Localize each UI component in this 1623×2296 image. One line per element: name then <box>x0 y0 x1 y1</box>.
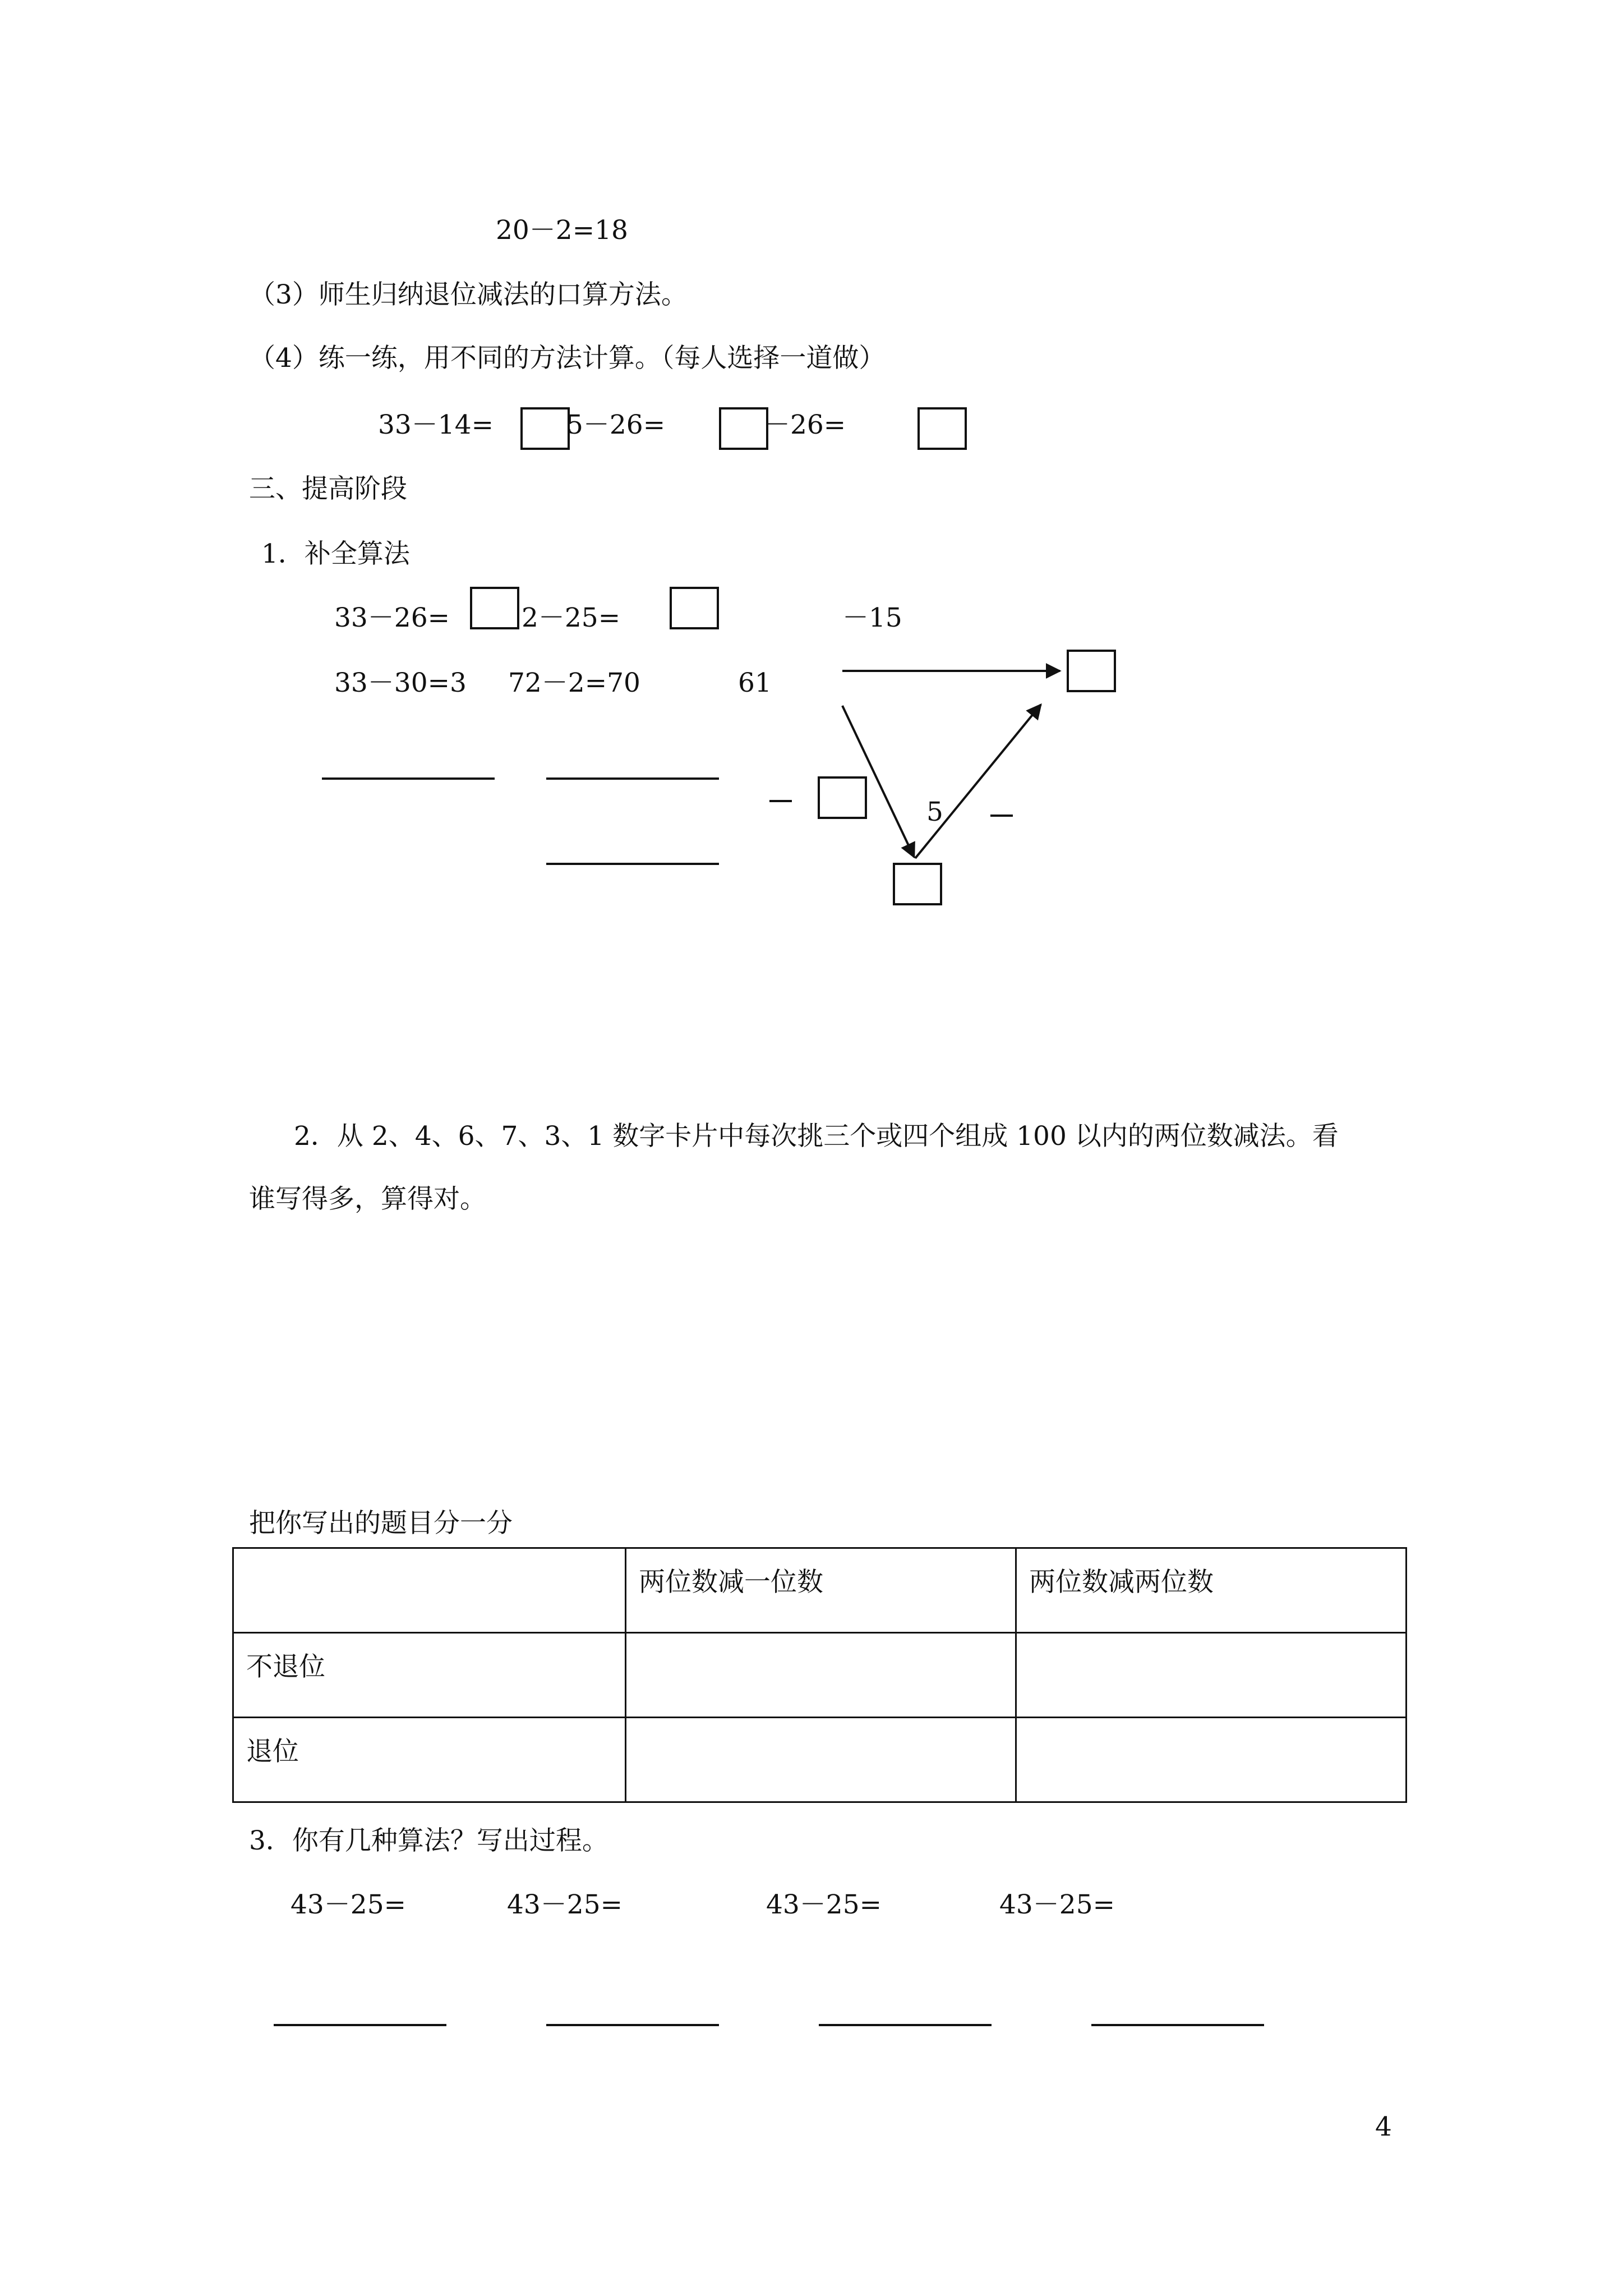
table-cell[interactable] <box>626 1718 1016 1802</box>
q1-known-2: 72－2=70 <box>508 668 640 698</box>
top-equation: 20－2=18 <box>496 215 628 246</box>
classify-table <box>232 1547 1407 1803</box>
practice-equation-1: 33－14= <box>378 409 494 440</box>
classify-caption: 把你写出的题目分一分 <box>249 1508 513 1539</box>
question3-title: 3．你有几种算法？写出过程。 <box>249 1825 608 1856</box>
step4-text: （4）练一练，用不同的方法计算。（每人选择一道做） <box>249 343 886 374</box>
row-label: 退位 <box>233 1718 626 1802</box>
question2-line2: 谁写得多，算得对。 <box>249 1184 486 1214</box>
answer-line[interactable] <box>274 2024 446 2026</box>
table-header-cell <box>233 1548 626 1633</box>
table-header-cell: 两位数减一位数 <box>626 1548 1016 1633</box>
arrow-up <box>915 705 1041 858</box>
page-number: 4 <box>1375 2111 1392 2142</box>
table-row <box>233 1718 1407 1802</box>
answer-line[interactable] <box>819 2024 992 2026</box>
q1-equation-1: 33－26= <box>334 602 450 633</box>
q3-equation-3: 43－25= <box>766 1889 882 1920</box>
table-cell[interactable] <box>1016 1633 1407 1718</box>
answer-line[interactable] <box>546 2024 719 2026</box>
arrow-top-label: －15 <box>842 602 902 633</box>
q3-equation-1: 43－25= <box>291 1889 406 1920</box>
table-header-cell: 两位数减两位数 <box>1016 1548 1407 1633</box>
q3-equation-4: 43－25= <box>999 1889 1115 1920</box>
row-label: 不退位 <box>233 1633 626 1718</box>
table-header-row <box>233 1548 1407 1633</box>
question2-line1: 2．从 2、4、6、7、3、1 数字卡片中每次挑三个或四个组成 100 以内的两位数减法。看 <box>294 1121 1339 1152</box>
step3-text: （3）师生归纳退位减法的口算方法。 <box>249 279 688 310</box>
arrow-bottom-label: 5 <box>926 797 943 827</box>
table-cell[interactable] <box>626 1633 1016 1718</box>
table-row <box>233 1633 1407 1718</box>
q3-equation-2: 43－25= <box>507 1889 623 1920</box>
q1-known-1: 33－30=3 <box>334 668 467 698</box>
arrow-down <box>842 706 914 857</box>
section-title: 三、提高阶段 <box>249 473 407 504</box>
question1-title: 1．补全算法 <box>261 539 410 569</box>
q1-equation-2: 2－25= <box>522 602 621 633</box>
practice-equation-3: －26= <box>764 409 846 440</box>
arrow-start-number: 61 <box>738 668 772 698</box>
answer-line[interactable] <box>1091 2024 1264 2026</box>
practice-equation-2: 5－26= <box>566 409 666 440</box>
table-cell[interactable] <box>1016 1718 1407 1802</box>
